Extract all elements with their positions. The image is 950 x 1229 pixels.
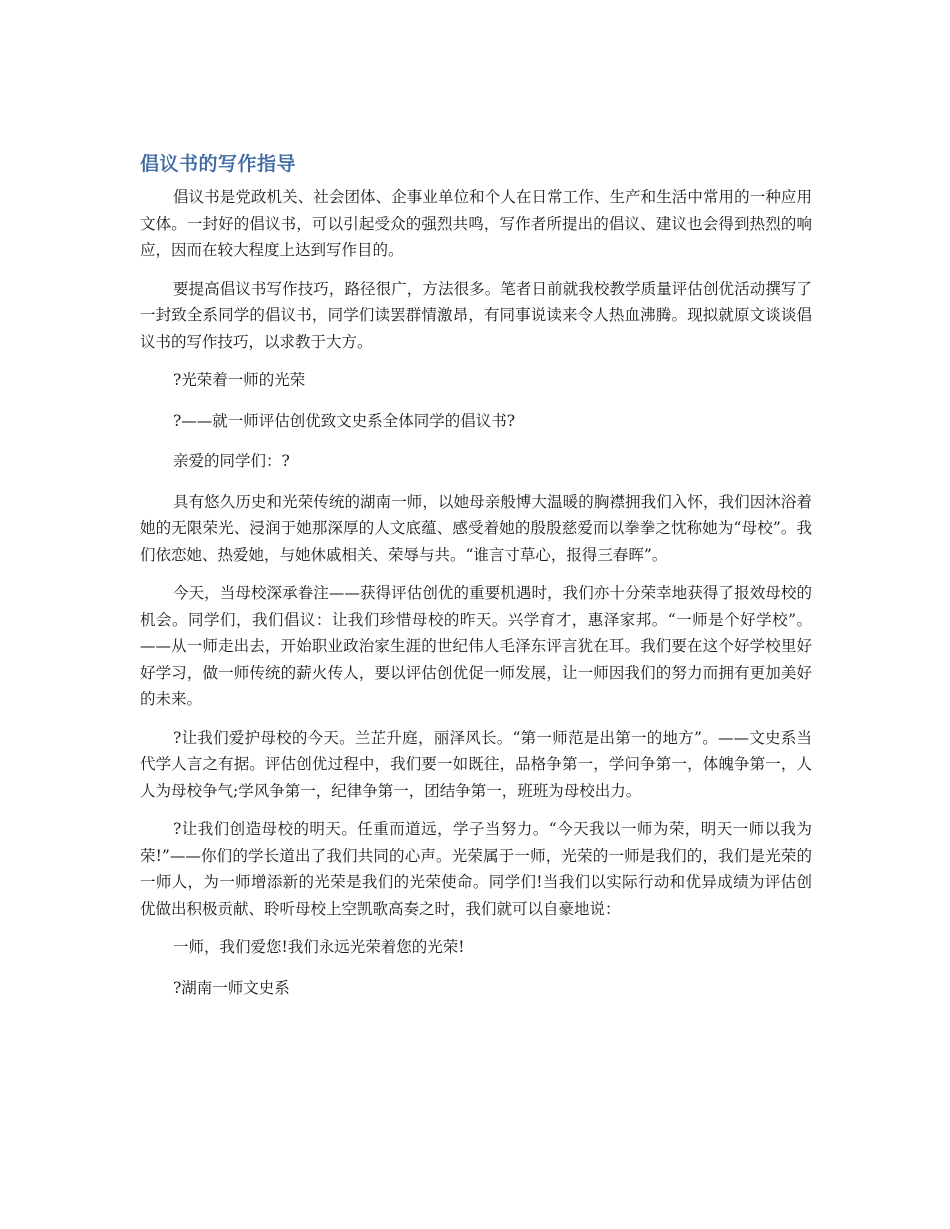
document-title: 倡议书的写作指导	[140, 153, 297, 175]
intro-paragraph: 倡议书是党政机关、社会团体、企事业单位和个人在日常工作、生产和生活中常用的一种应用文体。一封好的倡议书，可以引起受众的强烈共鸣，写作者所提出的倡议、建议也会得到热烈的响应，因而在较大程度上达到写作目的。	[140, 188, 812, 259]
context-paragraph: 要提高倡议书写作技巧，路径很广，方法很多。笔者日前就我校教学质量评估创优活动撰写了一封致全系同学的倡议书，同学们读罢群情激昂，有同事说读来令人热血沸腾。现拟就原文谈谈倡议书的写作技巧，以求教于大方。	[140, 279, 812, 351]
document-page	[140, 150, 812, 1015]
body-paragraph-history: 具有悠久历史和光荣传统的湖南一师，以她母亲般博大温暖的胸襟拥我们入怀，我们因沐浴着她的无限荣光、浸润于她那深厚的人文底蕴、感受着她的殷殷慈爱而以拳拳之忱称她为“母校”。我们依恋她、热爱她，与她休戚相关、荣辱与共。“谁言寸草心，报得三春晖”。	[140, 492, 812, 564]
signature: ?湖南一师文史系	[173, 978, 290, 997]
letter-title: ?光荣着一师的光荣	[173, 371, 306, 389]
body-paragraph-tomorrow: ?让我们创造母校的明天。任重而道远，学子当努力。“今天我以一师为荣，明天一师以我为荣!”——你们的学长道出了我们共同的心声。光荣属于一师，光荣的一师是我们的，我们是光荣的一师人，为一师增添新的光荣是我们的光荣使命。同学们!当我们以实际行动和优异成绩为评估创优做出积极贡献、聆听母校上空凯歌高奏之时，我们就可以自豪地说：	[140, 820, 812, 918]
closing-line: 一师，我们爱您!我们永远光荣着您的光荣!	[173, 938, 465, 956]
body-paragraph-today: ?让我们爱护母校的今天。兰芷升庭，丽泽风长。“第一师范是出第一的地方”。——文史系当代学人言之有据。评估创优过程中，我们要一如既往，品格争第一，学问争第一，体魄争第一，人人为母校争气;学风争第一，纪律争第一，团结争第一，班班为母校出力。	[140, 728, 812, 800]
letter-subtitle: ?——就一师评估创优致文史系全体同学的倡议书?	[173, 411, 516, 430]
body-paragraph-yesterday: 今天，当母校深承眷注——获得评估创优的重要机遇时，我们亦十分荣幸地获得了报效母校的机会。同学们，我们倡议：让我们珍惜母校的昨天。兴学育才，惠泽家邦。“一师是个好学校”。——从一师走出去，开始职业政治家生涯的世纪伟人毛泽东评言犹在耳。我们要在这个好学校里好好学习，做一师传统的薪火传人，要以评估创优促一师发展，让一师因我们的努力而拥有更加美好的未来。	[140, 584, 812, 708]
letter-salutation: 亲爱的同学们：?	[173, 452, 290, 470]
